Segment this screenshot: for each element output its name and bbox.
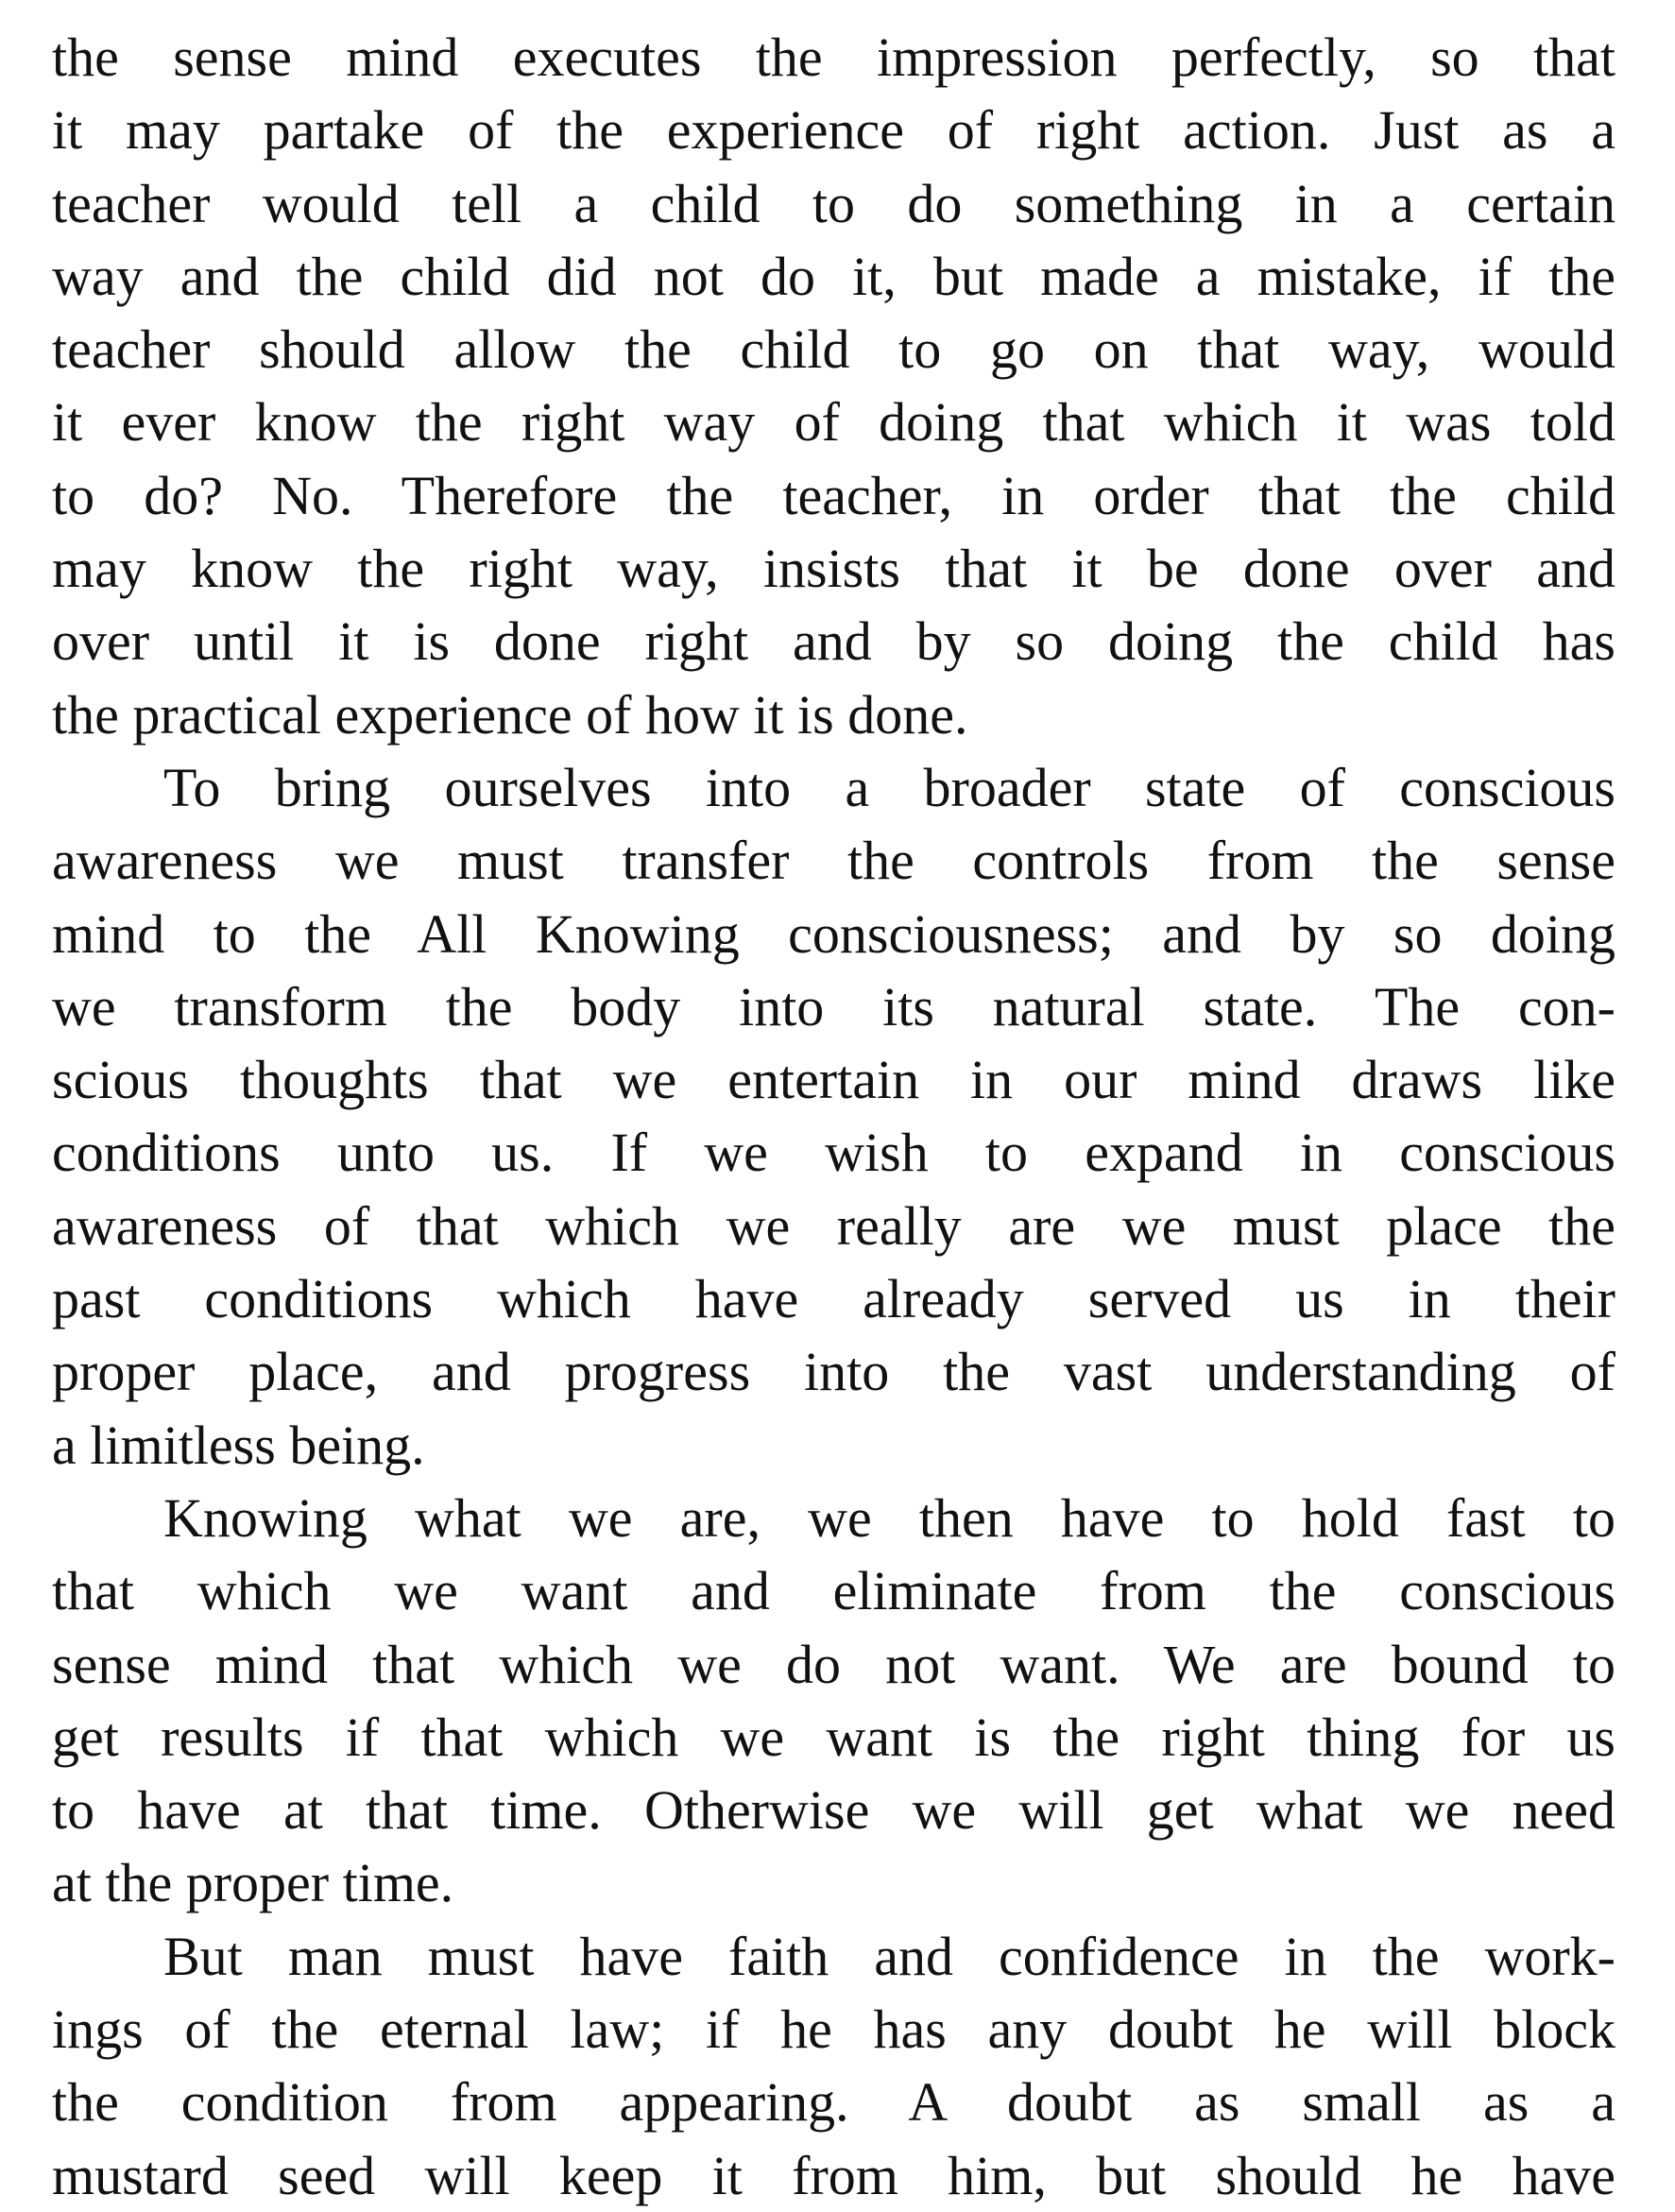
text-line: Knowing what we are, we then have to hold fast to	[163, 1486, 1615, 1549]
text-line: proper place, and progress into the vast understanding of	[52, 1341, 1615, 1403]
text-line: may know the right way, insists that it be done over and	[52, 538, 1615, 600]
text-line: to do? No. Therefore the teacher, in order that the child	[52, 464, 1615, 526]
text-line: conditions unto us. If we wish to expand in conscious	[52, 1122, 1615, 1184]
text-line: over until it is done right and by so doing the child has	[52, 610, 1615, 673]
text-line: the condition from appearing. A doubt as small as a	[52, 2071, 1615, 2134]
text-line: it ever know the right way of doing that which it was told	[52, 391, 1615, 454]
text-line: the practical experience of how it is done.	[52, 683, 968, 746]
text-line: past conditions which have already served us in their	[52, 1268, 1615, 1330]
text-line: teacher should allow the child to go on that way, would	[52, 318, 1615, 381]
text-line: mustard seed will keep it from him, but should he have	[52, 2144, 1615, 2206]
text-line: awareness of that which we really are we must place the	[52, 1194, 1615, 1257]
text-line: scious thoughts that we entertain in our mind draws like	[52, 1049, 1615, 1111]
text-line: at the proper time.	[52, 1852, 454, 1914]
text-line: way and the child did not do it, but made a mistake, if the	[52, 245, 1615, 307]
text-line: we transform the body into its natural state. The con-	[52, 975, 1615, 1037]
text-line: But man must have faith and confidence in the work-	[163, 1925, 1615, 1987]
text-line: it may partake of the experience of right action. Just as a	[52, 99, 1615, 162]
text-line: to have at that time. Otherwise we will get what we need	[52, 1779, 1615, 1842]
text-line: a limitless being.	[52, 1414, 425, 1476]
text-line: ings of the eternal law; if he has any doubt he will block	[52, 1998, 1615, 2061]
text-line: the sense mind executes the impression perfectly, so that	[52, 26, 1615, 88]
document-page	[52, 21, 1615, 2206]
text-line: mind to the All Knowing consciousness; and by so doing	[52, 902, 1615, 965]
paragraph-3	[52, 1482, 1615, 1920]
text-line: sense mind that which we do not want. We are bound to	[52, 1633, 1615, 1695]
text-line: that which we want and eliminate from the conscious	[52, 1560, 1615, 1622]
text-line: To bring ourselves into a broader state of conscious	[163, 756, 1615, 818]
paragraph-2	[52, 751, 1615, 1482]
text-line: awareness we must transfer the controls from the sense	[52, 830, 1615, 892]
paragraph-1	[52, 21, 1615, 751]
paragraph-4	[52, 1920, 1615, 2212]
text-line: teacher would tell a child to do something in a certain	[52, 172, 1615, 234]
text-line: get results if that which we want is the right thing for us	[52, 1706, 1615, 1768]
